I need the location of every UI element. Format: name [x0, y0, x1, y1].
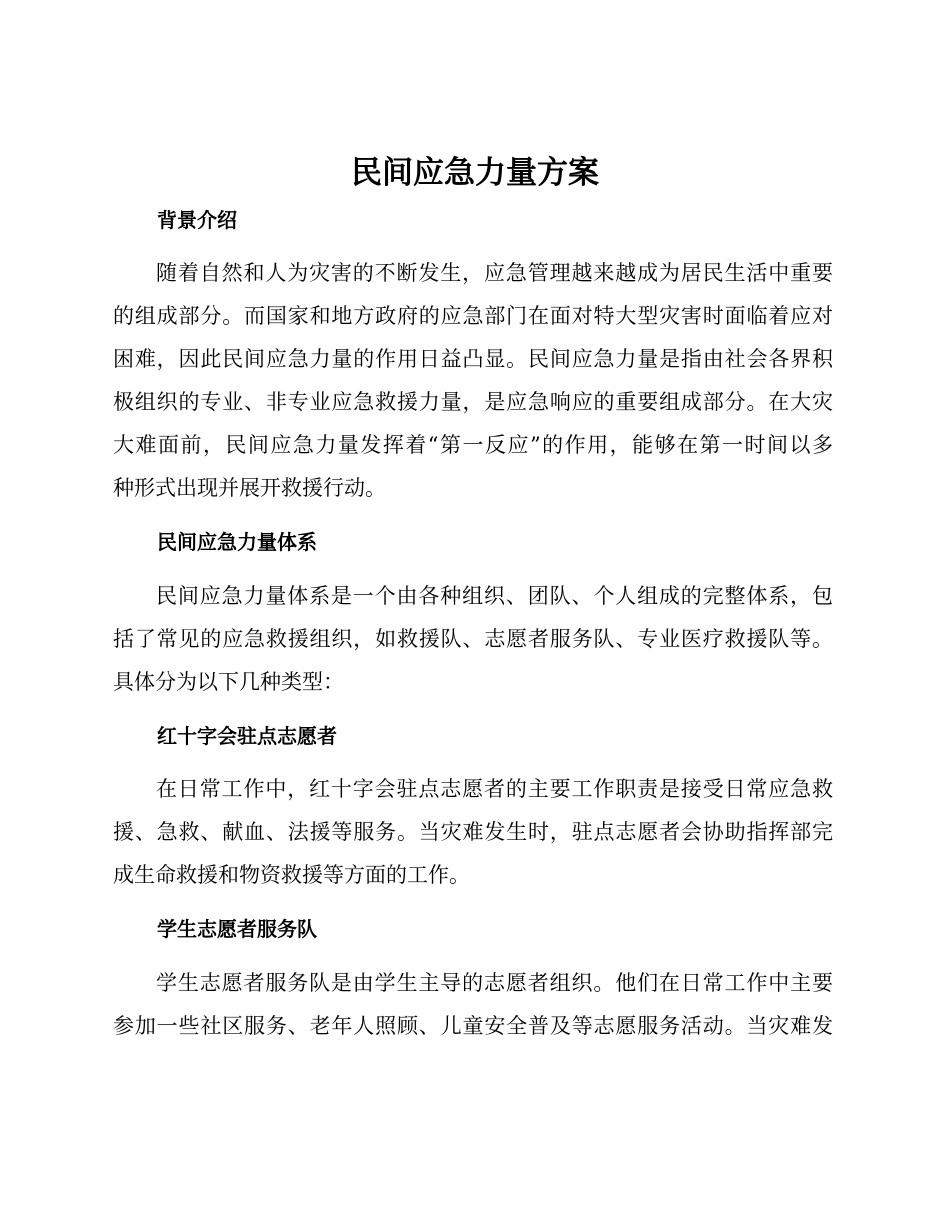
paragraph-line: 具体分为以下几种类型：	[113, 670, 344, 694]
section-heading-background: 背景介绍	[157, 208, 237, 232]
paragraph-line: 括了常见的应急救援组织，如救援队、志愿者服务队、专业医疗救援队等。	[113, 627, 833, 651]
paragraph-line: 困难，因此民间应急力量的作用日益凸显。民间应急力量是指由社会各界积	[113, 347, 833, 371]
document-title: 民间应急力量方案	[351, 155, 599, 191]
paragraph-line: 随着自然和人为灾害的不断发生，应急管理越来越成为居民生活中重要	[156, 261, 833, 285]
paragraph-line: 的组成部分。而国家和地方政府的应急部门在面对特大型灾害时面临着应对	[113, 304, 833, 328]
paragraph-line: 民间应急力量体系是一个由各种组织、团队、个人组成的完整体系，包	[156, 584, 833, 608]
paragraph-red-cross	[113, 768, 833, 897]
paragraph-line: 学生志愿者服务队是由学生主导的志愿者组织。他们在日常工作中主要	[156, 971, 833, 995]
section-heading-red-cross: 红十字会驻点志愿者	[157, 724, 337, 748]
paragraph-system	[113, 575, 833, 704]
paragraph-line: 成生命救援和物资救援等方面的工作。	[113, 863, 470, 887]
paragraph-line: 极组织的专业、非专业应急救援力量，是应急响应的重要组成部分。在大灾	[113, 390, 833, 414]
section-heading-student-volunteers: 学生志愿者服务队	[157, 917, 317, 941]
paragraph-line: 种形式出现并展开救援行动。	[113, 476, 386, 500]
paragraph-student-volunteers	[113, 962, 833, 1048]
paragraph-line: 参加一些社区服务、老年人照顾、儿童安全普及等志愿服务活动。当灾难发	[113, 1014, 833, 1038]
paragraph-line: 在日常工作中，红十字会驻点志愿者的主要工作职责是接受日常应急救	[156, 777, 833, 801]
section-heading-system: 民间应急力量体系	[157, 530, 317, 554]
paragraph-line: 大难面前，民间应急力量发挥着“第一反应”的作用，能够在第一时间以多	[113, 433, 833, 457]
paragraph-background	[113, 252, 833, 510]
paragraph-line: 援、急救、献血、法援等服务。当灾难发生时，驻点志愿者会协助指挥部完	[113, 820, 833, 844]
